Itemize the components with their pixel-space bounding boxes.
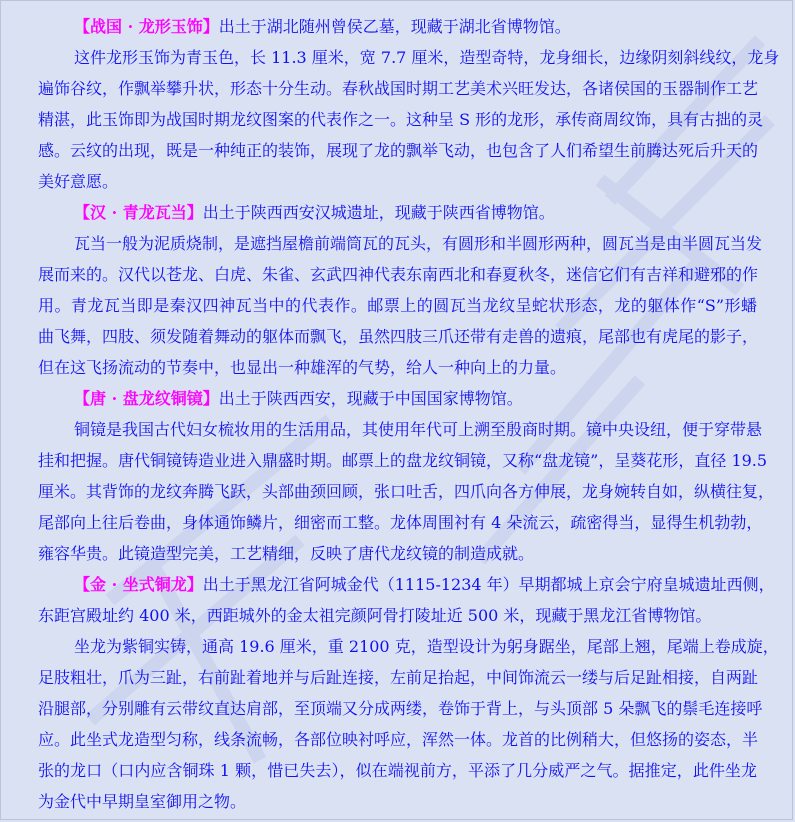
- paragraph-line: 展而来的。汉代以苍龙、白虎、朱雀、玄武四神代表东南西北和春夏秋冬，迷信它们有吉祥和避邪的作: [38, 265, 759, 284]
- section-heading-line: [38, 383, 757, 414]
- section: [38, 383, 775, 569]
- section-title: 【战国 · 龙形玉饰】: [74, 17, 219, 36]
- paragraph-line: 用。青龙瓦当即是秦汉四神瓦当中的代表作。邮票上的圆瓦当龙纹呈蛇状形态，龙的躯体作“S”形蟠: [38, 296, 757, 315]
- paragraph-line: 精湛，此玉饰即为战国时期龙纹图案的代表作之一。这种呈 S 形的龙形，承传商周纹饰，具有古拙的灵: [38, 110, 764, 129]
- section-heading-line: [38, 197, 757, 228]
- paragraph-line: 曲飞舞，四肢、须发随着舞动的躯体而飘飞，虽然四肢三爪还带有走兽的遗痕，尾部也有虎尾的影子，: [38, 327, 759, 346]
- section-title: 【金 · 坐式铜龙】: [74, 575, 203, 594]
- document-body: [38, 11, 780, 817]
- paragraph-line: 坐龙为紫铜实铸，通高 19.6 厘米，重 2100 克，造型设计为躬身踞坐，尾部上翘，尾端上卷成旋，: [74, 637, 779, 656]
- paragraph-line: 遍饰谷纹，作飘举攀升状，形态十分生动。春秋战国时期工艺美术兴旺发达，各诸侯国的玉器制作工艺: [38, 79, 759, 98]
- intro-text: 东距宫殿址约 400 米，西距城外的金太祖完颜阿骨打陵址近 500 米，现藏于黑龙江省博物馆。: [38, 606, 712, 625]
- paragraph-line: 厘米。其背饰的龙纹奔腾飞跃，头部曲颈回顾，张口吐舌，四爪向各方伸展，龙身婉转自如，纵横往复，: [38, 482, 775, 501]
- paragraph-line: 尾部向上往后卷曲，身体通饰鳞片，细密而工整。龙体周围衬有 4 朵流云，疏密得当，显得生机勃勃，: [38, 513, 763, 532]
- intro-text: 出土于黑龙江省阿城金代（1115-1234 年）早期都城上京会宁府皇城遗址西侧，: [202, 575, 775, 594]
- section-title: 【唐 · 盘龙纹铜镜】: [74, 389, 219, 408]
- paragraph-line: 应。此坐式龙造型匀称，线条流畅，各部位映衬呼应，浑然一体。龙首的比例稍大，但悠扬的姿态，半: [38, 730, 759, 749]
- section-title: 【汉 · 青龙瓦当】: [74, 203, 203, 222]
- paragraph-line: 美好意愿。: [38, 172, 119, 191]
- section-heading-line: [38, 569, 775, 600]
- paragraph-line: 沿腿部，分别雕有云带纹直达肩部，至顶端又分成两缕，卷饰于背上，与头顶部 5 朵飘飞的鬃毛连接呼: [38, 699, 763, 718]
- paragraph-line: 这件龙形玉饰为青玉色，长 11.3 厘米，宽 7.7 厘米，造型奇特，龙身细长，边缘阴刻斜线纹，龙身: [74, 48, 780, 67]
- paragraph-line: 感。云纹的出现，既是一种纯正的装饰，展现了龙的飘举飞动，也包含了人们希望生前腾达死后升天的: [38, 141, 759, 160]
- paragraph-line: 足肢粗壮，爪为三趾，右前趾着地并与后趾连接，左前足抬起，中间饰流云一缕与后足趾相接，自两趾: [38, 668, 759, 687]
- paragraph-line: 雍容华贵。此镜造型完美，工艺精细，反映了唐代龙纹镜的制造成就。: [38, 544, 535, 563]
- intro-text: 出土于陕西西安汉城遗址，现藏于陕西省博物馆。: [202, 203, 555, 222]
- section-heading-line: [38, 11, 757, 42]
- section: [38, 569, 779, 817]
- intro-text: 出土于陕西西安，现藏于中国国家博物馆。: [218, 389, 523, 408]
- paragraph-line: 为金代中早期皇室御用之物。: [38, 792, 247, 811]
- paragraph-line: 瓦当一般为泥质烧制，是遮挡屋檐前端筒瓦的瓦头，有圆形和半圆形两种，圆瓦当是由半圆瓦当发: [74, 234, 763, 253]
- paragraph-line: 挂和把握。唐代铜镜铸造业进入鼎盛时期。邮票上的盘龙纹铜镜，又称“盘龙镜”，呈葵花形，直径 19.5: [38, 451, 768, 470]
- intro-text: 出土于湖北随州曾侯乙墓，现藏于湖北省博物馆。: [218, 17, 571, 36]
- paragraph-line: 张的龙口（口内应含铜珠 1 颗，惜已失去），似在端视前方，平添了几分威严之气。据推定，此件坐龙: [38, 761, 757, 780]
- paragraph-line: 但在这飞扬流动的节奏中，也显出一种雄浑的气势，给人一种向上的力量。: [38, 358, 567, 377]
- section: [38, 197, 763, 383]
- section: [38, 11, 780, 197]
- intro-line: [38, 600, 757, 631]
- paragraph-line: 铜镜是我国古代妇女梳妆用的生活用品，其使用年代可上溯至殷商时期。镜中央设纽，便于穿带悬: [74, 420, 763, 439]
